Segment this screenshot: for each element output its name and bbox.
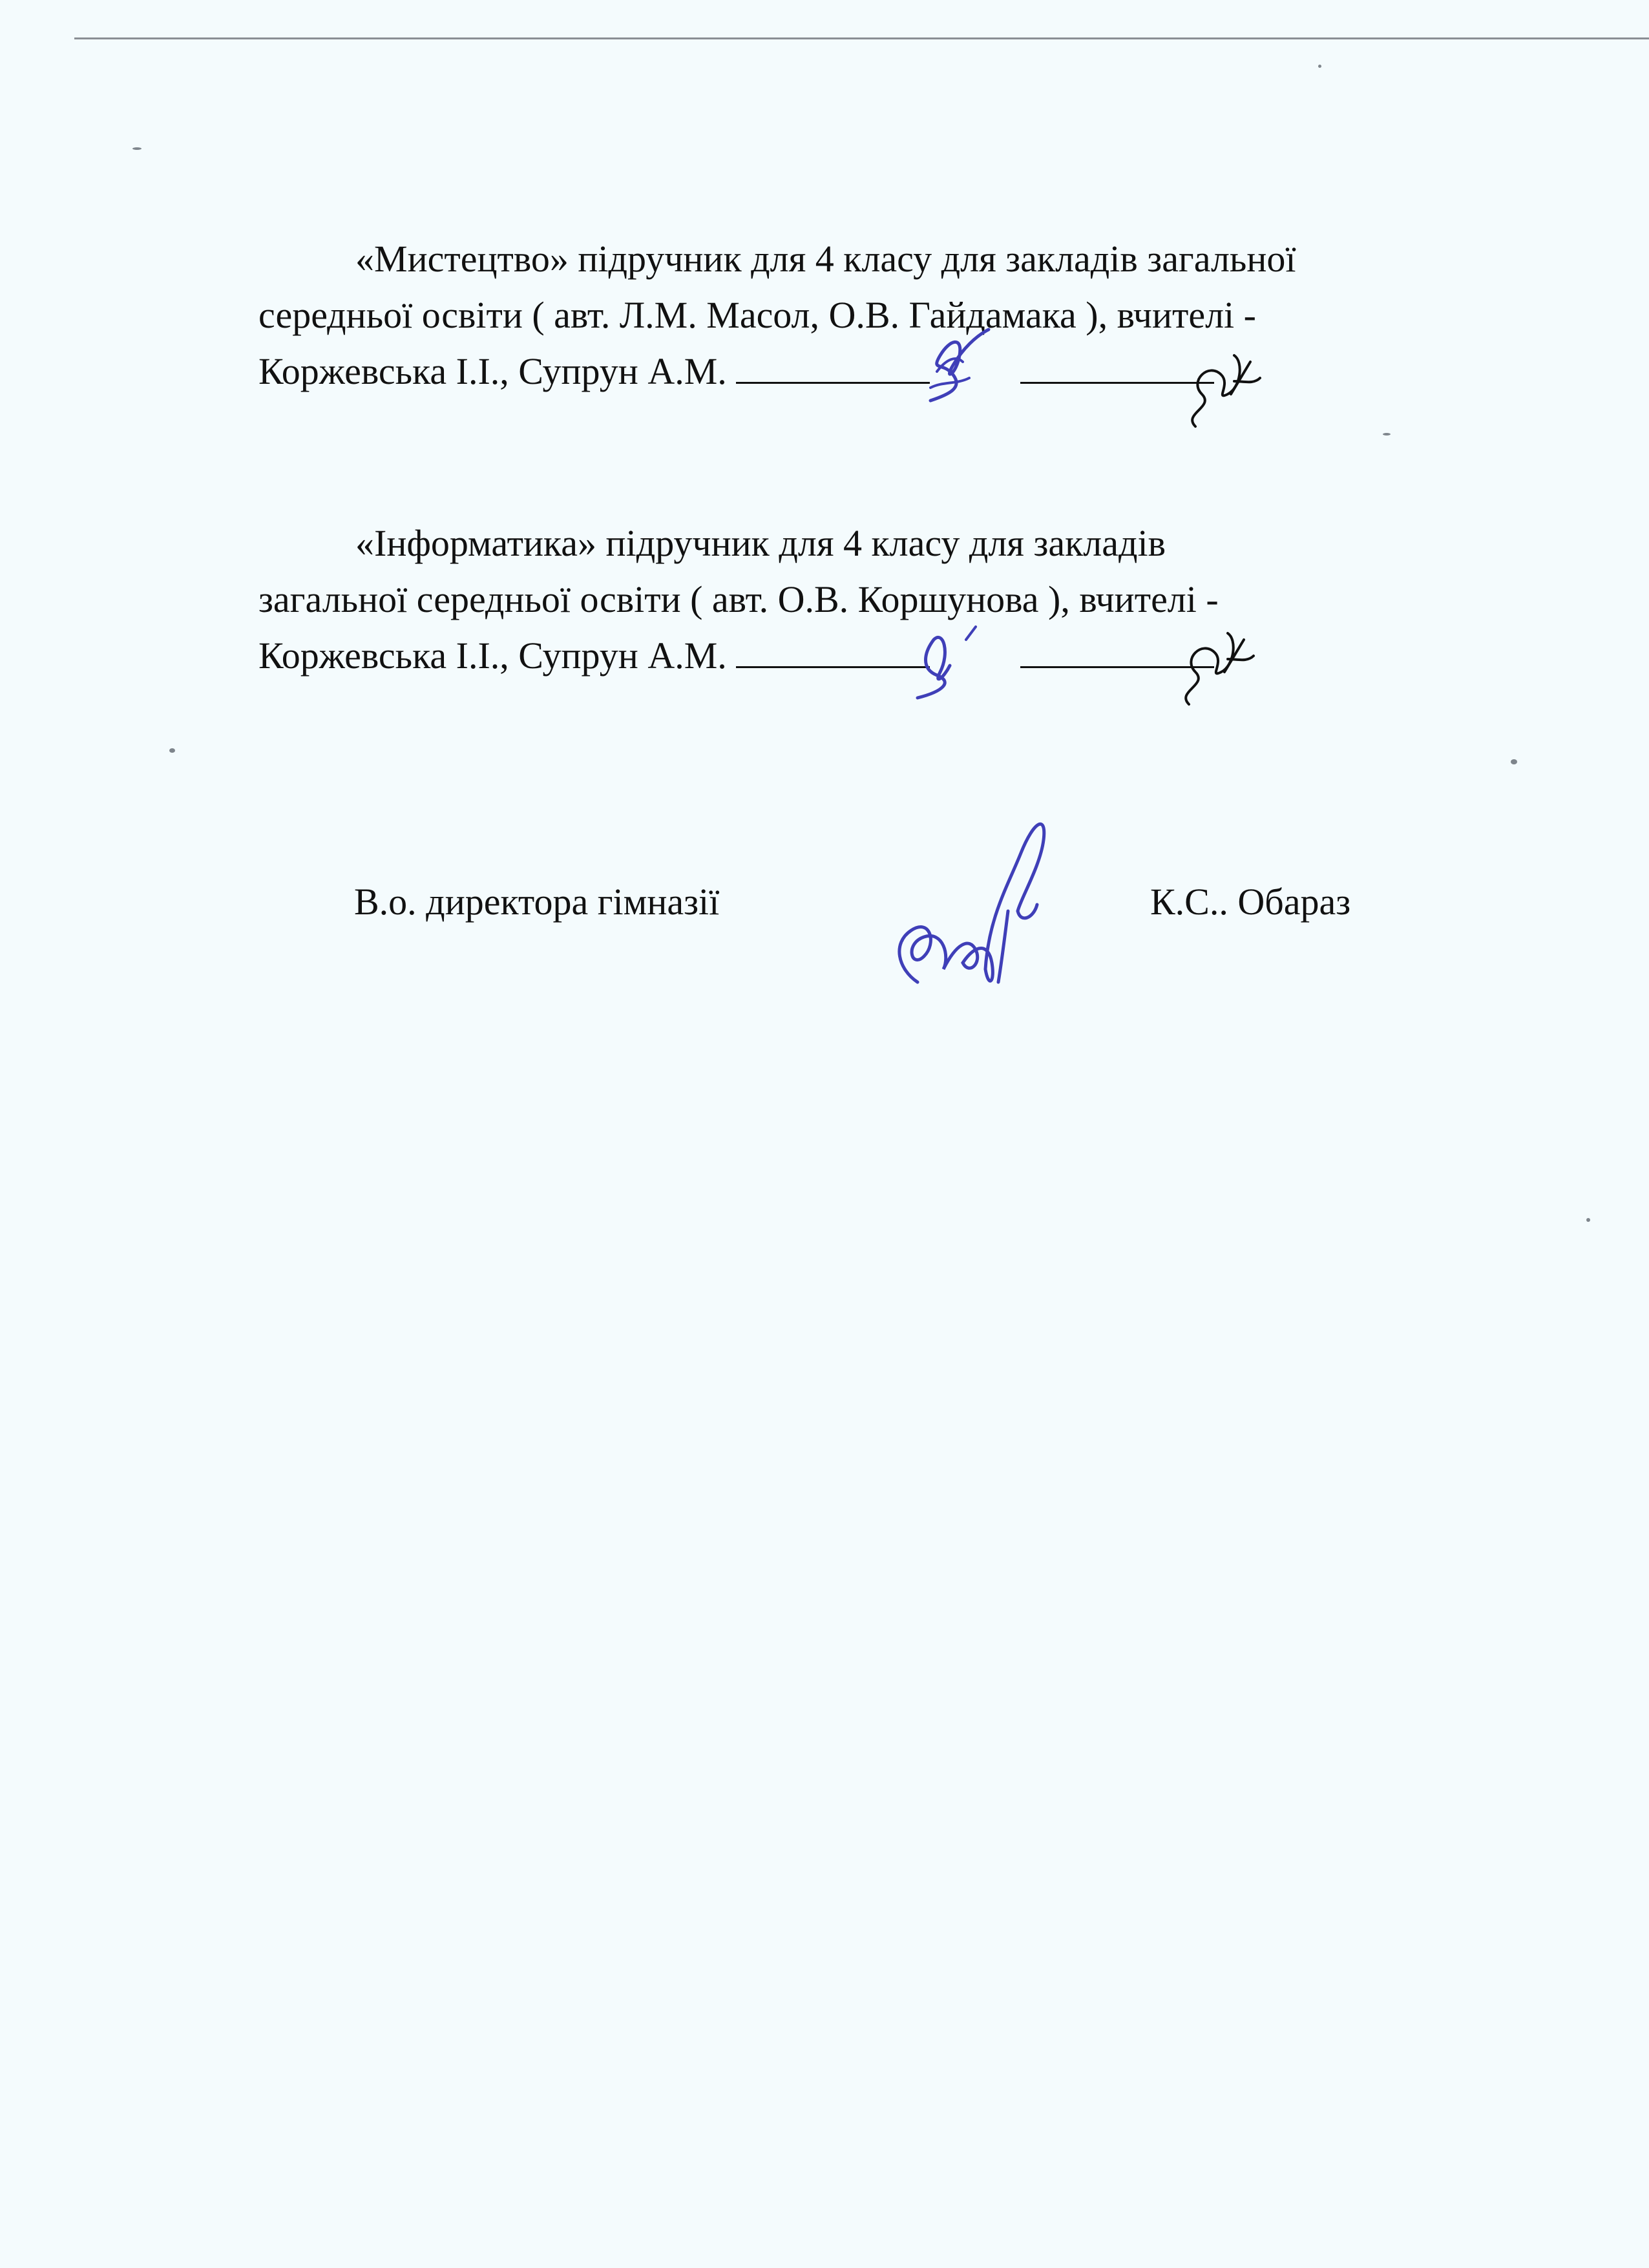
teachers-text: Коржевська І.І., Супрун А.М. bbox=[258, 350, 727, 392]
entry-line-with-signatures bbox=[258, 627, 1454, 684]
scan-speck bbox=[1511, 759, 1517, 764]
textbook-entry-informatyka bbox=[258, 515, 1454, 684]
scan-speck bbox=[169, 748, 175, 753]
signature-line bbox=[736, 635, 930, 668]
signature-line bbox=[1020, 351, 1214, 384]
director-signature bbox=[879, 788, 1073, 995]
entry-line: «Інформатика» підручник для 4 класу для закладів bbox=[355, 522, 1166, 564]
entry-line: загальної середньої освіти ( авт. О.В. Коршунова ), вчителі - bbox=[258, 578, 1219, 620]
scan-speck bbox=[1586, 1218, 1590, 1222]
textbook-entry-mystetstvo bbox=[258, 231, 1454, 399]
signature-line bbox=[1020, 635, 1214, 668]
entry-line: середньої освіти ( авт. Л.М. Масол, О.В. Гайдамака ), вчителі - bbox=[258, 294, 1256, 336]
scan-edge-line bbox=[74, 37, 1649, 39]
director-title: В.о. директора гімназії bbox=[354, 881, 720, 923]
entry-line-with-signatures bbox=[258, 343, 1454, 399]
scan-speck bbox=[1318, 65, 1321, 68]
director-name: К.С.. Обараз bbox=[1150, 881, 1351, 923]
scan-speck bbox=[132, 147, 142, 150]
teachers-text: Коржевська І.І., Супрун А.М. bbox=[258, 635, 727, 677]
entry-line: «Мистецтво» підручник для 4 класу для закладів загальної bbox=[355, 238, 1296, 280]
scan-speck bbox=[1383, 433, 1391, 436]
signature-line bbox=[736, 351, 930, 384]
